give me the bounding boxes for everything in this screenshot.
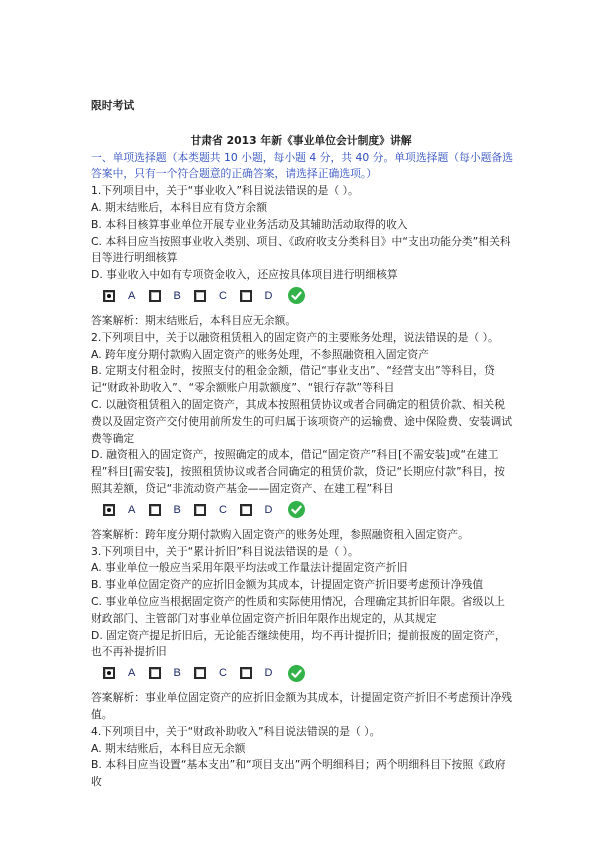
question-1: [91, 183, 515, 330]
choice-c[interactable]: [194, 503, 240, 517]
radio-button-icon[interactable]: [240, 667, 252, 679]
choice-b[interactable]: [149, 289, 195, 303]
choice-a[interactable]: [103, 666, 149, 680]
question-stem: 4.下列项目中，关于“财政补助收入”科目说法错误的是（ ）。: [91, 724, 381, 738]
answer-choices: [91, 500, 515, 520]
choice-letter: C: [219, 289, 227, 302]
radio-button-icon[interactable]: [194, 667, 206, 679]
choice-letter: A: [128, 289, 136, 302]
choice-letter: B: [173, 667, 181, 680]
choice-c[interactable]: [194, 666, 240, 680]
choice-letter: D: [264, 289, 273, 302]
question-4: [91, 724, 515, 791]
exam-label: 限时考试: [91, 99, 135, 112]
check-circle-icon: [288, 287, 305, 304]
option-d-text: D. 固定资产提足折旧后，无论能否继续使用，均不再计提折旧；提前报废的固定资产，也不再补提折旧: [91, 628, 506, 659]
question-3: [91, 544, 515, 724]
option-b-text: B. 定期支付租金时，按照支付的租金金额，借记“事业支出”、“经营支出”等科目，贷记“财政补助收入”、“零余额账户用款额度”、“银行存款”等科目: [91, 364, 495, 395]
choice-letter: D: [264, 503, 273, 516]
document-title: 甘肃省 2013 年新《事业单位会计制度》讲解: [190, 133, 412, 147]
radio-button-icon[interactable]: [149, 667, 161, 679]
question-stem: 2.下列项目中，关于以融资租赁租入的固定资产的主要账务处理，说法错误的是（ ）。: [91, 330, 499, 344]
choice-letter: A: [128, 503, 136, 516]
answer-explanation: 答案解析：跨年度分期付款购入固定资产的账务处理，参照融资租入固定资产。: [91, 527, 469, 541]
choice-letter: A: [128, 667, 136, 680]
option-c-text: C. 事业单位应当根据固定资产的性质和实际使用情况，合理确定其折旧年限。省级以上财政部门、主管部门对事业单位固定资产折旧年限作出规定的，从其规定: [91, 594, 505, 625]
radio-button-icon[interactable]: [194, 504, 206, 516]
check-circle-icon: [288, 501, 305, 518]
option-a-text: A. 期末结账后，本科目应有贷方余额: [91, 200, 268, 214]
choice-d[interactable]: [240, 503, 286, 517]
option-b-text: B. 本科目核算事业单位开展专业业务活动及其辅助活动取得的收入: [91, 217, 408, 231]
choice-c[interactable]: [194, 289, 240, 303]
answer-choices: [91, 663, 515, 683]
option-d-text: D. 融资租入的固定资产，按照确定的成本，借记“固定资产”科目[不需安装]或“在建工程”科目[需安装]，按照租赁协议或者合同确定的租赁价款，贷记“长期应付款”科目，按照其差额，贷记“非流动资产基金——固定资产、在建工程”科目: [91, 448, 505, 495]
check-circle-icon: [288, 665, 305, 682]
question-2: [91, 330, 515, 544]
choice-letter: C: [219, 667, 227, 680]
choice-letter: B: [173, 503, 181, 516]
choice-letter: C: [219, 503, 227, 516]
choice-a[interactable]: [103, 503, 149, 517]
radio-button-icon[interactable]: [149, 504, 161, 516]
radio-button-icon[interactable]: [240, 290, 252, 302]
option-b-text: B. 本科目应当设置“基本支出”和“项目支出”两个明细科目；两个明细科目下按照《政府收: [91, 758, 506, 789]
option-c-text: C. 以融资租赁租入的固定资产，其成本按照租赁协议或者合同确定的租赁价款、相关税费以及固定资产交付使用前所发生的可归属于该项资产的运输费、途中保险费、安装调试费等确定: [91, 397, 513, 445]
option-c-text: C. 本科目应当按照事业收入类别、项目、《政府收支分类科目》中“支出功能分类”相关科目等进行明细核算: [91, 234, 511, 265]
option-d-text: D. 事业收入中如有专项资金收入，还应按具体项目进行明细核算: [91, 268, 398, 282]
radio-button-icon[interactable]: [149, 290, 161, 302]
question-stem: 3.下列项目中，关于“累计折旧”科目说法错误的是（ ）。: [91, 544, 359, 558]
choice-b[interactable]: [149, 666, 195, 680]
choice-letter: B: [173, 289, 181, 302]
option-a-text: A. 跨年度分期付款购入固定资产的账务处理，不参照融资租入固定资产: [91, 347, 429, 361]
radio-button-icon[interactable]: [103, 504, 115, 516]
section-heading: 一、单项选择题（本类题共 10 小题，每小题 4 分，共 40 分。单项选择题（每小题备选答案中，只有一个符合题意的正确答案，请选择正确选项。）: [91, 150, 514, 181]
option-a-text: A. 事业单位一般应当采用年限平均法或工作量法计提固定资产折旧: [91, 561, 408, 575]
choice-letter: D: [264, 667, 273, 680]
radio-button-icon[interactable]: [103, 667, 115, 679]
option-b-text: B. 事业单位固定资产的应折旧金额为其成本，计提固定资产折旧要考虑预计净残值: [91, 578, 484, 592]
answer-choices: [91, 286, 515, 306]
choice-a[interactable]: [103, 289, 149, 303]
question-stem: 1.下列项目中，关于“事业收入”科目说法错误的是（ ）。: [91, 184, 359, 198]
radio-button-icon[interactable]: [194, 290, 206, 302]
answer-explanation: 答案解析：事业单位固定资产的应折旧金额为其成本，计提固定资产折旧不考虑预计净残值。: [91, 691, 513, 721]
choice-d[interactable]: [240, 666, 286, 680]
choice-d[interactable]: [240, 289, 286, 303]
option-a-text: A. 期末结账后，本科目应无余额: [91, 741, 246, 755]
document-body: [91, 98, 515, 791]
radio-button-icon[interactable]: [103, 290, 115, 302]
choice-b[interactable]: [149, 503, 195, 517]
answer-explanation: 答案解析：期末结账后，本科目应无余额。: [91, 313, 297, 327]
radio-button-icon[interactable]: [240, 504, 252, 516]
